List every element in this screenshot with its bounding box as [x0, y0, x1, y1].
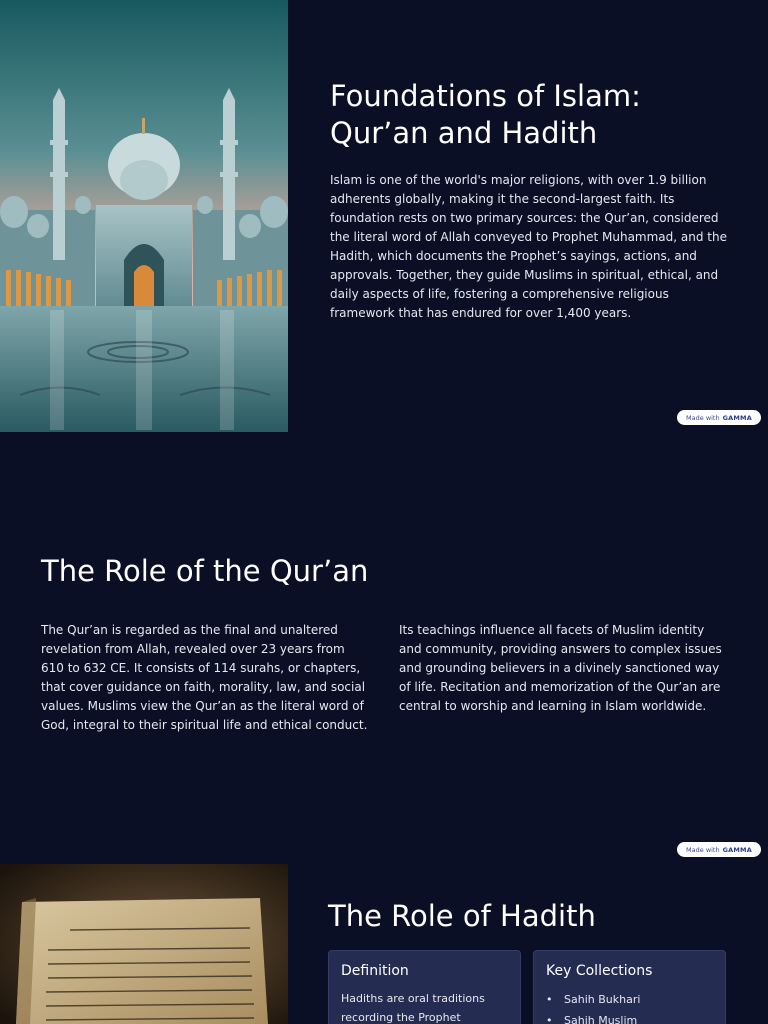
made-with-gamma-badge[interactable] [677, 842, 761, 857]
badge-brand: GAMMA [722, 845, 752, 854]
quran-paragraph-left: The Qur’an is regarded as the final and unaltered revelation from Allah, revealed over 23 years from 610 to 632 CE. It consists of 114 surahs, or chapters, that cover guidance on faith, morality, law, and social values. Muslims view the Qur’an as the literal word of God, integral to their spiritual life and ethical conduct. [41, 623, 368, 732]
slide-foundations [0, 0, 768, 432]
manuscript-image [0, 864, 288, 1024]
mosque-image [0, 0, 288, 432]
collection-name: Sahih Bukhari [564, 993, 641, 1006]
bullet-icon: • [546, 993, 553, 1006]
made-with-gamma-badge[interactable] [677, 410, 761, 425]
bullet-icon: • [546, 1014, 553, 1024]
key-collections-heading: Key Collections [546, 963, 653, 979]
definition-text: Hadiths are oral traditions recording the Prophet [341, 992, 485, 1024]
list-item [546, 989, 713, 1010]
quran-paragraph-right: Its teachings influence all facets of Muslim identity and community, providing answers to complex issues and grounding believers in a divinely sanctioned way of life. Recitation and memorization of the Qur’an are central to worship and learning in Islam worldwide. [399, 623, 722, 713]
intro-paragraph: Islam is one of the world's major religions, with over 1.9 billion adherents globally, making it the second-largest faith. Its foundation rests on two primary sources: the Qur’an, considered the literal word of Allah conveyed to Prophet Muhammad, and the Hadith, which documents the Prophet’s sayings, actions, and approvals. Together, they guide Muslims in spiritual, ethical, and daily aspects of life, fostering a comprehensive religious framework that has endured for over 1,400 years. [330, 173, 727, 320]
page-title: Foundations of Islam: Qur’an and Hadith [330, 79, 641, 150]
badge-prefix: Made with [686, 845, 720, 854]
list-item [546, 1010, 713, 1024]
section-title-quran: The Role of the Qur’an [41, 554, 369, 588]
definition-card [328, 950, 521, 1024]
slide-role-of-hadith [0, 864, 768, 1024]
section-title-hadith: The Role of Hadith [328, 899, 596, 933]
badge-brand: GAMMA [722, 413, 752, 422]
slide-role-of-quran [0, 432, 768, 864]
key-collections-card [533, 950, 726, 1024]
collections-list [546, 989, 713, 1024]
collection-name: Sahih Muslim [564, 1014, 638, 1024]
badge-prefix: Made with [686, 413, 720, 422]
definition-heading: Definition [341, 963, 409, 979]
